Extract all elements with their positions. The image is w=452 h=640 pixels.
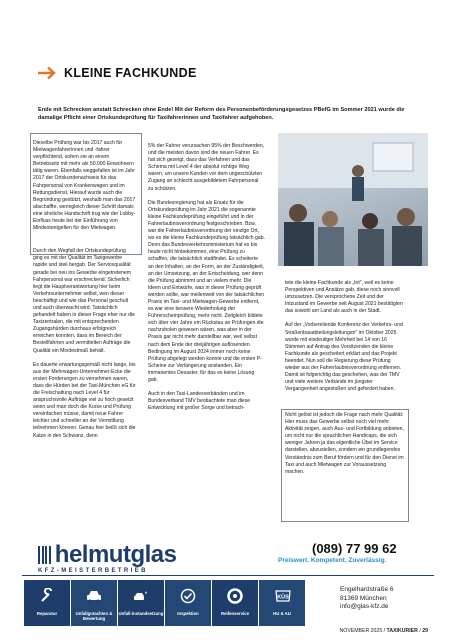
service-tile-hu-au xyxy=(259,580,306,626)
highlight-text-right-wrapper xyxy=(285,412,404,483)
paragraph: 5% der Fahrer verursachen 95% der Beschwerden, und die meisten davon sind die neuen Fahrer. Es hat sich gezeigt, dass das Verfahren und das Schema mit Level 4 der absolut richtige Weg waren, um unsere Kunden vor dem ungeschützten Zugang an schlecht ausgebildetem Fahrpersonal zu schützen. xyxy=(148,143,265,192)
classroom-photo-icon xyxy=(278,133,428,266)
service-label: Inspektion xyxy=(177,611,199,616)
car-icon xyxy=(86,588,102,604)
ad-divider xyxy=(22,575,434,576)
logo-subtitle: KFZ-MEISTERBETRIEB xyxy=(38,568,148,574)
paragraph: tete die kleine Fachkunde als „tot", weil es keine Perspektiven und Ansätze gab, diese noch sinnvoll umzusetzen. Die versprochene Zeit und der Intzustand im Gewerbe seit August 2021 bestätigten das sowohl am Land als auch in der Stadt. xyxy=(285,280,403,315)
article-intro: Ende mit Schrecken anstatt Schrecken ohne Ende! Mit der Reform des Personenbeförderungsgesetzes PBefG im Sommer 2021 wurde die damalige Pflicht einer Ortskundeprüfung für Taxifahrerinnen und Taxifahrer aufgehoben. xyxy=(38,107,405,121)
article-header xyxy=(38,66,197,80)
article-title: KLEINE FACHKUNDE xyxy=(64,66,197,80)
column-left xyxy=(33,140,136,447)
service-label: Unfall-instandsetzung xyxy=(118,611,164,616)
paragraph: Die Bundesregierung hat als Ersatz für die Ortskundeprüfung im Jahr 2021 die sogenannte kleine Fachkundeprüfung eingeführt und in der Fahrerlaubnisverordnung festgeschrieben. Bzw. war die Fahrerlaubnisverordnung der einzige Ort, wo es die kleine Fachkundeprüfung tatsächlich gab. Denn das Bundesverkehrsministerium hat es bis heute nicht hinbekommen, eine Prüfung zu schaffen, die tatsächlich stattfindet. Es scheiterte an den Inhalten, an der Form, an der Zuständigkeit, an der Umsetzung, an der Entscheidung, wer denn die Prüfung abnimmt und an vielem mehr. Die Ideen und Entwürfe, was in dieser Prüfung geprüft werden sollte, war meilenweit von der tatsächlichen Praxis im Taxi- und Mietwagen-Gewerbe entfernt, es war eine bessere Wiederholung der Führerscheinprüfung, mehr nicht. Zeitgleich bildete sich über vier Jahre ein Rückstau an Prüfungen die nachzuholen gewesen wären, was aber in der Praxis gar nicht mehr darstellbar war, weil selbst nach dem Ende der dreijährigen auflösenden Bedingung im August 2024 immer noch keine Prüfung abgelegt werden konnte und die ersten P-Scheine zur Verlängerung anstanden. Ein immanentes Desaster, für das es keine Lösung gab. xyxy=(148,199,265,383)
logo-text: helmutglas xyxy=(54,541,177,568)
service-tile-reparatur xyxy=(24,580,71,626)
service-tile-gutachten xyxy=(71,580,118,626)
service-tiles xyxy=(24,580,306,626)
service-label: Reparatur xyxy=(36,611,58,616)
column-middle xyxy=(148,143,265,419)
issue-date: NOVEMBER 2025 xyxy=(339,628,383,634)
ad-address xyxy=(340,586,393,612)
ad-email[interactable]: info@glas-kfz.de xyxy=(340,603,389,611)
advertiser-logo xyxy=(38,541,176,569)
check-icon xyxy=(180,588,196,604)
ad-street: Engelhardstraße 6 xyxy=(340,586,394,593)
highlight-text-right: Nicht gelöst ist jedoch die Frage nach mehr Qualität: Hier muss das Gewerbe selbst noch viel mehr Aktivität zeigen, auch Aus- und Fortbildung anbieten, um nicht nur die sprachlichen Handicaps, die sich weniger Jahren ja das eigentliche Übel im Service darstellen, abzustellen, sondern ein grundlegendes Verständnis zum Beruf fördern und für den Dienst im Taxi und auch Mietwagen zur Voraussetzung machen. xyxy=(285,412,404,475)
paragraph: Auch in den Taxi-Landesverbänden und im Bundesverband TMV beobachtete man diese Entwicklung mit großer Sorge und betrach- xyxy=(148,391,251,412)
arrow-right-icon xyxy=(38,66,58,80)
kus-badge-icon xyxy=(274,588,292,604)
service-tile-reifen xyxy=(212,580,259,626)
paragraph: Durch den Wegfall der Ortskundeprüfung ging es mit der Qualität im Taxigewerbe rapide und steil bergab. Der Servicequalität gerade bei neu ins Gewerbe eingetretenem Fahrpersonal war erschreckend. Sicherlich liegt die Hauptverantwortung hier beim Verkehrsunternehmer selbst, wen dieser beschäftigt und wie das Personal geschult und auch überwacht wird. Tatsächlich gehandelt haben in dieser Frage eher nur die Taxizentralen, die mit entsprechenden Zugangshürden durchaus erfolgreich erreichen konnten, dass im Bereich der Bestellfahrten und vermittelten Aufträge die Qualität ein Mindestmaß behält. xyxy=(33,248,135,354)
footer-separator: / xyxy=(383,628,387,634)
svg-text:KÜS: KÜS xyxy=(277,594,289,601)
service-tile-instandsetzung xyxy=(118,580,165,626)
service-label: Unfallgutachten & Bewertung xyxy=(75,611,113,621)
column-right xyxy=(285,280,404,400)
highlight-text-left: Dieselbe Prüfung war bis 2017 auch für Mietwagenfahrerinnen und -fahrer verpflichtend, sofern sie an einem Betriebssitz mit mehr als 50.000 Einwohnern tätig waren. Ebenfalls weggefallen ist im Jahr 2017 der Ortskundenachweis für das Fahrpersonal von Krankenwagen und im Rettungsdienst. Hierauf wurde auch die Begründung gestützt, weshalb man das 2017 abschaffte, wenngleich dieser Schritt damals eine ähnliche Handschrift trug wie der Lobby-Einfluss heute bei der Einführung von Mindestentgelten für den Mietwagen. xyxy=(33,140,136,232)
paragraph: Es dauerte erwartungsgemäß nicht lange, bis aus der Mehrwagen-Unternehmer-Ecke die ersten Forderungen zu vernehmen waren, dass die Hürden bei der Taxi-München eG für die Freischaltung nach Level 4 für anspruchsvolle Aufträge viel zu hoch gesetzt seien und man doch die Kurse und Prüfung vereinfachen müsse, damit neue Fahrer leichter und schneller an der Vermittlung teilnehmen können. Genau hier beißt sich die Katze in den Schwanz, denn xyxy=(33,361,136,439)
page-number: 29 xyxy=(422,628,428,634)
service-tile-inspektion xyxy=(165,580,212,626)
article-photo xyxy=(278,133,428,266)
service-label: HU & AU xyxy=(273,611,291,616)
car-crash-icon xyxy=(133,588,149,604)
ad-slogan: Preiswert. Kompetent. Zuverlässig. xyxy=(278,557,387,564)
logo-stripes-icon xyxy=(38,546,51,564)
wrench-icon xyxy=(39,588,55,604)
magazine-name: TAXIKURIER xyxy=(386,628,418,634)
service-label: Reifenservice xyxy=(221,611,249,616)
tire-icon xyxy=(227,588,243,604)
ad-phone[interactable]: (089) 77 99 62 xyxy=(312,541,397,556)
footer-separator: / xyxy=(419,628,423,634)
paragraph: Auf der „Vorbereitende Konferenz der Verkehrs- und Straßenbauabteilungsleitungen" im Oktober 2025 wurde mit eindeutiger Mehrheit bei 14 von 16 Stimmen auf Antrag des Vorsitzenden die kleine Fachkunde als gescheitert erklärt und das Projekt beendet. Nun soll die Regierung diese Prüfung wieder aus der Fahrerlaubnisverordnung entfernen. Damit ist folgerichtig das geschehen, was der TMV und viele weitere Verbände im jüngster Vergangenheit angestoßen und gefordert haben. xyxy=(285,322,403,393)
page-footer xyxy=(340,628,428,634)
ad-city: 81369 München xyxy=(340,594,387,602)
